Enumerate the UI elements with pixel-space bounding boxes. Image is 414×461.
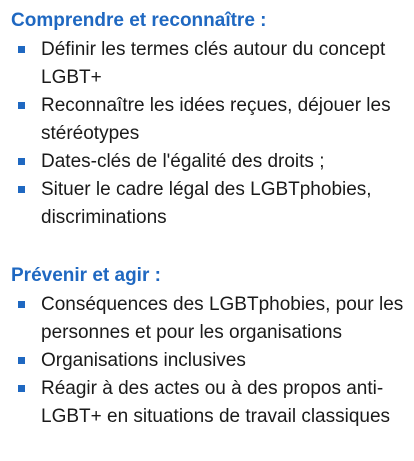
list-item [0,291,414,347]
list-item-text: Situer le cadre légal des LGBTphobies, discriminations [41,179,372,228]
bullet-list-comprendre [0,36,414,232]
square-bullet-icon [18,102,25,109]
list-item [0,36,414,92]
square-bullet-icon [18,186,25,193]
square-bullet-icon [18,357,25,364]
list-item [0,92,414,148]
list-item-text: Reconnaître les idées reçues, déjouer les stéréotypes [41,95,391,144]
list-item-text: Conséquences des LGBTphobies, pour les personnes et pour les organisations [41,294,404,343]
square-bullet-icon [18,158,25,165]
list-item-text: Organisations inclusives [41,350,246,371]
bullet-list-prevenir [0,291,414,431]
list-item-text: Dates-clés de l'égalité des droits ; [41,151,325,172]
list-item [0,375,414,431]
section-heading-prevenir: Prévenir et agir : [11,265,161,286]
list-item-text: Définir les termes clés autour du concept LGBT+ [41,39,386,88]
square-bullet-icon [18,46,25,53]
square-bullet-icon [18,301,25,308]
list-item [0,176,414,232]
list-item [0,347,414,375]
square-bullet-icon [18,385,25,392]
list-item [0,148,414,176]
section-heading-comprendre: Comprendre et reconnaître : [11,10,267,31]
list-item-text: Réagir à des actes ou à des propos anti-LGBT+ en situations de travail classiques [41,378,391,427]
